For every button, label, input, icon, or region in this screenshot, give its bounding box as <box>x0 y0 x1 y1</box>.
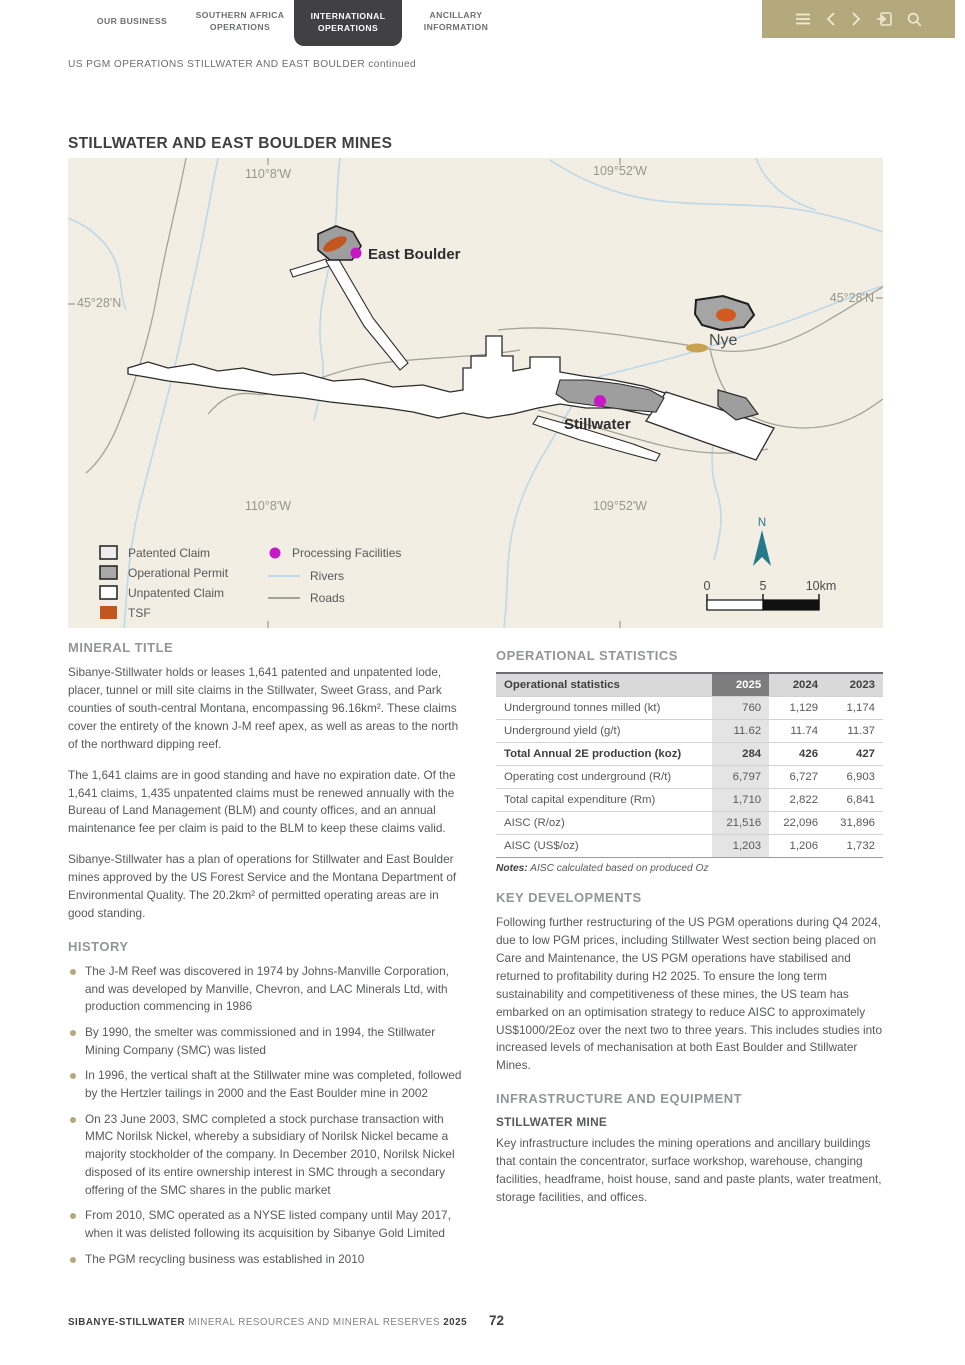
scale-zero: 0 <box>703 579 711 593</box>
processing-facility-dot-east-boulder <box>351 248 362 259</box>
tab-southern-africa-operations[interactable]: SOUTHERN AFRICA OPERATIONS <box>195 10 285 32</box>
east-boulder-label: East Boulder <box>368 246 461 263</box>
coord-bottom-left: 110°8'W <box>244 499 292 513</box>
chevron-right-icon[interactable] <box>851 12 861 26</box>
legend-label-operational: Operational Permit <box>128 566 229 580</box>
map-svg <box>68 158 883 628</box>
legend-label-unpatented: Unpatented Claim <box>128 586 225 600</box>
history-bullet: From 2010, SMC operated as a NYSE listed company until May 2017, when it was delisted following its acquisition by Sibanye Gold Limited <box>68 1207 467 1242</box>
footer-year: 2025 <box>443 1317 468 1328</box>
menu-icon[interactable] <box>795 12 811 26</box>
table-row: AISC (US$/oz) 1,203 1,206 1,732 <box>496 835 883 858</box>
legend-label-rivers: Rivers <box>310 569 345 583</box>
legend-label-tsf: TSF <box>128 606 151 620</box>
right-column <box>496 640 883 1276</box>
coord-top-right: 109°52'W <box>593 164 647 178</box>
breadcrumb: US PGM OPERATIONS STILLWATER AND EAST BOULDER continued <box>68 59 417 70</box>
exit-icon[interactable] <box>876 12 892 26</box>
table-header-2023: 2023 <box>826 673 883 697</box>
scale-five: 5 <box>759 579 767 593</box>
table-notes-text: AISC calculated based on produced Oz <box>527 863 709 874</box>
page-title: STILLWATER AND EAST BOULDER MINES <box>68 135 393 152</box>
table-notes <box>496 863 883 874</box>
infrastructure-heading: INFRASTRUCTURE AND EQUIPMENT <box>496 1091 743 1107</box>
table-header-2024: 2024 <box>769 673 826 697</box>
nye-label: Nye <box>709 332 738 349</box>
history-list <box>68 963 467 1268</box>
tab-our-business[interactable]: OUR BUSINESS <box>96 16 168 27</box>
coord-right: 45°28'N <box>829 291 874 305</box>
history-bullet: The J-M Reef was discovered in 1974 by Johns-Manville Corporation, and was developed by Manville, Chevron, and LAC Minerals Ltd, with production commencing in 1986 <box>68 963 467 1016</box>
table-row: AISC (R/oz) 21,516 22,096 31,896 <box>496 812 883 835</box>
table-row: Operating cost underground (R/t) 6,797 6,727 6,903 <box>496 766 883 789</box>
legend-swatch-unpatented <box>100 586 117 599</box>
content-columns <box>68 640 883 1276</box>
chevron-left-icon[interactable] <box>826 12 836 26</box>
legend-dot-processing <box>270 548 281 559</box>
table-row: Total Annual 2E production (koz) 284 426 427 <box>496 743 883 766</box>
scale-ten: 10km <box>805 579 837 593</box>
nye-tsf <box>716 309 736 322</box>
left-column <box>68 640 467 1276</box>
history-bullet: On 23 June 2003, SMC completed a stock purchase transaction with MMC Norilsk Nickel, whereby a subsidiary of Norilsk Nickel became a majority stockholder of the company. In December 2010, Norilsk Nickel disposed of its entire ownership interest in SMC through a secondary offering of the SMC shares in the public market <box>68 1111 467 1199</box>
processing-facility-dot-stillwater <box>594 395 606 407</box>
mineral-title-paragraph: The 1,641 claims are in good standing and have no expiration date. Of the 1,641 claims, 1,435 unpatented claims must be renewed annually with the Bureau of Land Management (BLM) and county offices, and an annual maintenance fee per claim is paid to the BLM to keep these claims valid. <box>68 767 456 836</box>
coord-top-left: 110°8'W <box>244 167 292 181</box>
nye-town-area <box>686 344 708 353</box>
stillwater-label: Stillwater <box>564 416 631 433</box>
operational-statistics-heading: OPERATIONAL STATISTICS <box>496 648 678 663</box>
coord-bottom-right: 109°52'W <box>593 499 647 513</box>
legend-swatch-operational <box>100 566 117 579</box>
coord-left: 45°28'N <box>77 296 122 310</box>
mineral-title-heading: MINERAL TITLE <box>68 640 174 655</box>
legend-swatch-patented <box>100 546 117 559</box>
table-header-row <box>496 673 883 697</box>
tab-ancillary-information[interactable]: ANCILLARY INFORMATION <box>423 10 489 32</box>
mine-location-map <box>68 158 883 628</box>
table-header-2025: 2025 <box>712 673 769 697</box>
table-header-label: Operational statistics <box>496 673 712 697</box>
toolbar <box>762 0 955 38</box>
stillwater-mine-subheading: STILLWATER MINE <box>496 1115 608 1130</box>
legend-label-roads: Roads <box>310 591 345 605</box>
footer-title: MINERAL RESOURCES AND MINERAL RESERVES <box>185 1317 444 1328</box>
table-notes-label: Notes: <box>496 863 528 874</box>
page-footer <box>68 1313 504 1328</box>
mineral-title-paragraph: Sibanye-Stillwater has a plan of operations for Stillwater and East Boulder mines approved by the US Forest Service and the Montana Department of Environmental Quality. The 20.2km² of permitted operating areas are in good standing. <box>68 852 457 921</box>
history-bullet: By 1990, the smelter was commissioned and in 1994, the Stillwater Mining Company (SMC) was listed <box>68 1024 467 1059</box>
history-bullet: The PGM recycling business was established in 2010 <box>68 1251 467 1269</box>
key-developments-heading: KEY DEVELOPMENTS <box>496 890 642 905</box>
north-label: N <box>757 517 767 529</box>
history-bullet: In 1996, the vertical shaft at the Stillwater mine was completed, followed by the Hertzler tailings in 2000 and the East Boulder mine in 2002 <box>68 1067 467 1102</box>
top-navigation <box>78 0 510 46</box>
history-heading: HISTORY <box>68 938 129 954</box>
tab-international-operations[interactable]: INTERNATIONAL OPERATIONS <box>294 0 402 46</box>
legend-label-processing: Processing Facilities <box>292 546 402 560</box>
operational-statistics-table <box>496 672 883 858</box>
key-developments-paragraph: Following further restructuring of the US PGM operations during Q4 2024, due to low PGM prices, including Stillwater West section being placed on Care and Maintenance, the US PGM operations have stabilised and returned to profitability during H2 2025. To ensure the long term sustainability and competitiveness of these mines, the US team has embarked on an optimisation strategy to reduce AISC to approximately US$1000/2Eoz over the next two to three years. This includes studies into increased levels of mechanisation at both East Boulder and Stillwater Mines. <box>496 915 883 1073</box>
footer-brand: SIBANYE-STILLWATER <box>68 1317 186 1328</box>
table-row: Total capital expenditure (Rm) 1,710 2,822 6,841 <box>496 789 883 812</box>
legend-label-patented: Patented Claim <box>128 546 211 560</box>
table-row: Underground tonnes milled (kt) 760 1,129 1,174 <box>496 697 883 720</box>
table-row: Underground yield (g/t) 11.62 11.74 11.37 <box>496 720 883 743</box>
page-number: 72 <box>489 1313 505 1328</box>
infrastructure-paragraph: Key infrastructure includes the mining operations and ancillary buildings that contain the concentrator, surface workshop, warehouse, changing facilities, headframe, hoist house, sand and paste plants, water treatment, storage facilities, and offices. <box>496 1136 882 1205</box>
search-icon[interactable] <box>907 12 922 27</box>
legend-swatch-tsf <box>100 606 117 619</box>
mineral-title-paragraph: Sibanye-Stillwater holds or leases 1,641 patented and unpatented lode, placer, tunnel or mill site claims in the Stillwater, Sweet Grass, and Park counties of south-central Montana, encompassing 96.16km². These claims cover the entirety of the known J-M reef apex, as well as areas to the north of the northward dipping reef. <box>68 665 459 751</box>
